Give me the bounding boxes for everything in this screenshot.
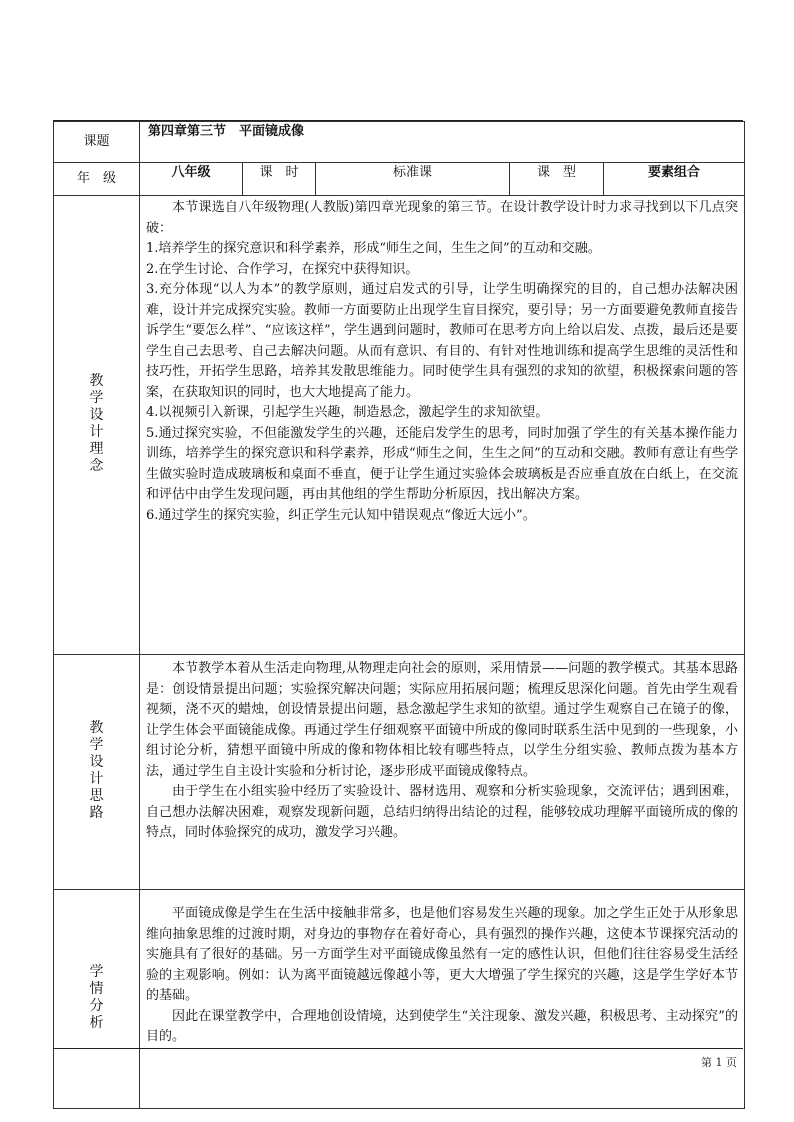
paragraph: 本节教学本着从生活走向物理,从物理走向社会的原则，采用情景——问题的教学模式。其基本思路是：创设情景提出问题；实验探究解决问题；实际应用拓展问题；梳理反思深化问题。首先由学生观看视频，浇不灭的蜡烛，创设情景提出问题，悬念激起学生求知的欲望。通过学生观察自己在镜子的像，让学生体会平面镜能成像。再通过学生仔细观察平面镜中所成的像同时联系生活中见到的一些现象，小组讨论分析，猜想平面镜中所成的像和物体相比较有哪些特点，以学生分组实验、教师点拨为基本方法，通过学生自主设计实验和分析讨论，逐步形成平面镜成像特点。 bbox=[146, 661, 739, 779]
paragraph: 因此在课堂教学中，合理地创设情境，达到使学生“关注现象、激发兴趣，积极思考、主动探究”的目的。 bbox=[146, 1008, 739, 1044]
lesson-plan-table bbox=[53, 121, 745, 1109]
paragraph: 6.通过学生的探究实验，纠正学生元认知中错误观点“像近大远小”。 bbox=[146, 507, 536, 523]
design-concept-label: 教学设计理念 bbox=[89, 373, 104, 474]
paragraph: 5.通过探究实验，不但能激发学生的兴趣，还能启发学生的思考，同时加强了学生的有关基本操作能力训练，培养学生的探究意识和科学素养，形成“师生之间，生生之间”的互动和交融。教师有意让有些学生做实验时造成玻璃板和桌面不垂直，便于让学生通过实验体会玻璃板是否应垂直放在白纸上，在交流和评估中由学生发现问题，再由其他组的学生帮助分析原因，找出解决方案。 bbox=[146, 425, 739, 502]
paragraph: 3.充分体现“以人为本”的教学原则，通过启发式的引导，让学生明确探究的目的，自己想办法解决困难，设计并完成探究实验。教师一方面要防止出现学生盲目探究，要引导；另一方面要避免教师直接告诉学生“要怎么样”、“应该这样”，学生遇到问题时，教师可在思考方向上给以启发、点拨，最后还是要学生自己去思考、自己去解决问题。从而有意识、有目的、有针对性地训练和提高学生思维的灵活性和技巧性，开拓学生思路，培养其发散思维能力。同时使学生具有强烈的求知的欲望，积极探索问题的答案，在获取知识的同时，也大大地提高了能力。 bbox=[146, 282, 739, 400]
topic-label: 课题 bbox=[54, 122, 140, 163]
grade-value: 八年级 bbox=[140, 163, 243, 196]
design-approach-row bbox=[54, 655, 745, 890]
design-approach-content bbox=[140, 655, 745, 890]
paragraph: 4.以视频引入新课，引起学生兴趣，制造悬念，激起学生的求知欲望。 bbox=[146, 405, 549, 420]
grade-label: 年 级 bbox=[54, 163, 140, 196]
hours-value: 标准课 bbox=[316, 163, 510, 196]
footer-line bbox=[53, 1048, 743, 1049]
paragraph: 本节课选自八年级物理(人教版)第四章光现象的第三节。在设计教学设计时力求寻找到以下几点突破： bbox=[146, 200, 739, 236]
design-concept-content bbox=[140, 196, 745, 655]
paragraph: 平面镜成像是学生在生活中接触非常多，也是他们容易发生兴趣的现象。加之学生正处于从形象思维向抽象思维的过渡时期，对身边的事物存在着好奇心，具有强烈的操作兴趣，这使本节课探究活动的实施具有了很好的基础。另一方面学生对平面镜成像虽然有一定的感性认识，但他们往往容易受生活经验的主观影响。例如：认为离平面镜越远像越小等，更大大增强了学生探究的兴趣，这是学生学好本节的基础。 bbox=[146, 906, 739, 1003]
meta-row bbox=[54, 163, 745, 196]
topic-row bbox=[54, 122, 745, 163]
paragraph: 1.培养学生的探究意识和科学素养，形成“师生之间，生生之间”的互动和交融。 bbox=[146, 241, 601, 256]
paragraph: 2.在学生讨论、合作学习，在探究中获得知识。 bbox=[146, 261, 419, 277]
page-number: 第 1 页 bbox=[701, 1056, 737, 1069]
student-analysis-content bbox=[140, 890, 745, 1109]
hours-label: 课 时 bbox=[243, 163, 316, 196]
type-value: 要素组合 bbox=[604, 163, 745, 196]
type-label: 课 型 bbox=[510, 163, 604, 196]
topic-title: 第四章第三节 平面镜成像 bbox=[140, 122, 745, 163]
paragraph: 由于学生在小组实验中经历了实验设计、器材选用、观察和分析实验现象，交流评估；遇到困难，自己想办法解决困难，观察发现新问题，总结归纳得出结论的过程，能够较成功理解平面镜所成的像的特点，同时体验探究的成功，激发学习兴趣。 bbox=[146, 784, 739, 840]
design-approach-label: 教学设计思路 bbox=[89, 720, 104, 821]
student-analysis-row bbox=[54, 890, 745, 1109]
student-analysis-label: 学情分析 bbox=[89, 964, 104, 1031]
design-concept-row bbox=[54, 196, 745, 655]
